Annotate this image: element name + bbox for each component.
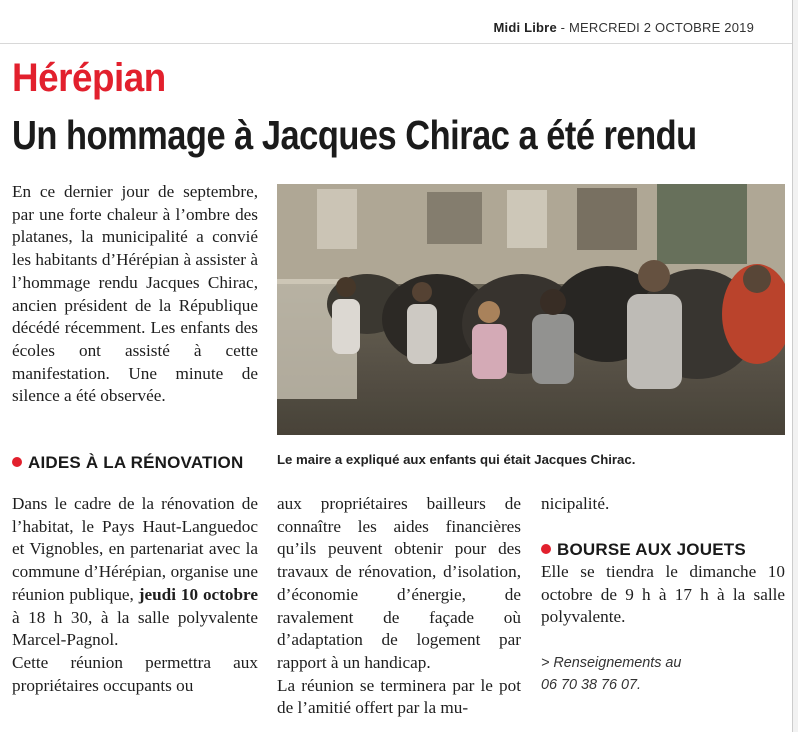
- aides-paragraph-3-part1: La réunion se terminera par le pot de l’amitié offert par la mu-: [277, 675, 521, 718]
- news-photo: [277, 184, 785, 435]
- aides-paragraph-2-part1: Cette réunion permettra aux propriétaires occupants ou: [12, 652, 258, 695]
- bourse-paragraph: Elle se tiendra le dimanche 10 octobre de 9 h à 17 h à la salle polyvalente.: [541, 562, 785, 627]
- intro-column: [12, 181, 258, 408]
- section-heading-aides: [12, 454, 252, 472]
- kicker-town: Hérépian: [12, 56, 166, 100]
- masthead: [0, 0, 798, 44]
- aides-date-emphasis: jeudi 10 octobre: [138, 584, 258, 604]
- photo-caption: Le maire a expliqué aux enfants qui était Jacques Chirac.: [277, 452, 636, 467]
- crowd-photo-illustration: [277, 184, 785, 435]
- bullet-dot-icon: [541, 544, 551, 554]
- article-column-3: [541, 493, 785, 516]
- aides-paragraph-2-part2: aux propriétaires bailleurs de connaître les aides financières qu’ils peuvent obtenir pour des travaux de rénovation, d’isolation, d’économie d’énergie, de ravalement de façade où d’adaptation de logement par rapport à un handicap.: [277, 494, 521, 672]
- info-label: > Renseignements au: [541, 655, 682, 671]
- article-column-1: [12, 493, 258, 697]
- section-heading-bourse: [541, 541, 746, 559]
- page-edge: [792, 0, 798, 732]
- publication-date: MERCREDI 2 OCTOBRE 2019: [569, 20, 754, 35]
- masthead-separator: -: [556, 20, 570, 35]
- publication-name: Midi Libre: [493, 20, 557, 35]
- intro-paragraph: En ce dernier jour de septembre, par une forte chaleur à l’ombre des platanes, la municipalité a convié les habitants d’Hérépian à assister à l’hommage rendu Jacques Chirac, ancien président de la République décédé récemment. Les enfants des écoles ont assisté à cette manifestation. Une minute de silence a été observée.: [12, 182, 258, 406]
- article-column-2: [277, 493, 521, 720]
- headline: Un hommage à Jacques Chirac a été rendu: [12, 112, 697, 158]
- bourse-column: [541, 561, 785, 629]
- bullet-dot-icon: [12, 457, 22, 467]
- info-box: [541, 652, 681, 696]
- info-phone: 06 70 38 76 07.: [541, 677, 642, 693]
- aides-paragraph-1-start: Dans le cadre de la rénovation de l’habitat, le Pays Haut-Languedoc et Vignobles, en partenariat avec la commune d’Hérépian, organise une réunion publique,: [12, 494, 258, 604]
- aides-paragraph-1: [12, 493, 258, 652]
- section-heading-aides-text: AIDES À LA RÉNOVATION: [28, 453, 244, 472]
- aides-paragraph-3-part2: nicipalité.: [541, 494, 610, 513]
- section-heading-bourse-text: BOURSE AUX JOUETS: [557, 540, 746, 559]
- aides-paragraph-1-end: à 18 h 30, à la salle polyvalente Marcel-Pagnol.: [12, 607, 258, 650]
- masthead-line: [493, 20, 754, 35]
